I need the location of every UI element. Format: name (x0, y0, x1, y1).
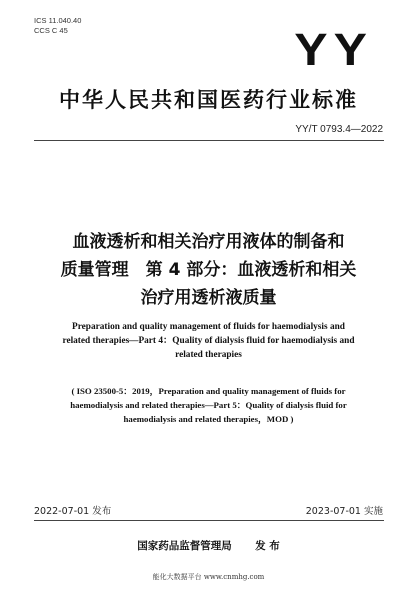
yy-logo: YY (294, 24, 373, 76)
issuer-name: 国家药品监督管理局 (137, 540, 232, 552)
classification-codes (34, 16, 81, 36)
english-title-line: related therapies—Part 4：Quality of dialysis fluid for haemodialysis and (62, 336, 355, 346)
footer-watermark: 能化大数据平台 www.cnmhg.com (152, 573, 265, 581)
chinese-title-line: 血液透析和相关治疗用液体的制备和 (72, 232, 345, 252)
chinese-title-line: 质量管理 第 4 部分：血液透析和相关 (60, 260, 357, 280)
issue-date: 2022-07-01 发布 (34, 506, 112, 517)
iso-reference-line: ( ISO 23500-5：2019，Preparation and quality management of fluids for (71, 386, 346, 396)
english-title (30, 320, 387, 362)
iso-reference (30, 384, 387, 426)
standard-number: YY/T 0793.4—2022 (295, 124, 383, 135)
chinese-title-line: 治疗用透析液质量 (140, 288, 277, 308)
issuer-line (0, 538, 417, 553)
english-title-line: related therapies (175, 350, 242, 360)
top-divider (34, 140, 384, 141)
issuer-action: 发 布 (255, 540, 280, 552)
iso-reference-line: haemodialysis and related therapies，MOD ) (123, 414, 294, 424)
chinese-title (0, 228, 417, 312)
standard-type-title: 中华人民共和国医药行业标准 (59, 88, 358, 112)
bottom-divider (34, 520, 384, 521)
ics-code: ICS 11.040.40 (34, 16, 82, 25)
implementation-date: 2023-07-01 实施 (305, 506, 383, 517)
iso-reference-line: haemodialysis and related therapies—Part 5：Quality of dialysis fluid for (70, 400, 347, 410)
ccs-code: CCS C 45 (34, 26, 68, 35)
english-title-line: Preparation and quality management of fluids for haemodialysis and (72, 322, 345, 332)
